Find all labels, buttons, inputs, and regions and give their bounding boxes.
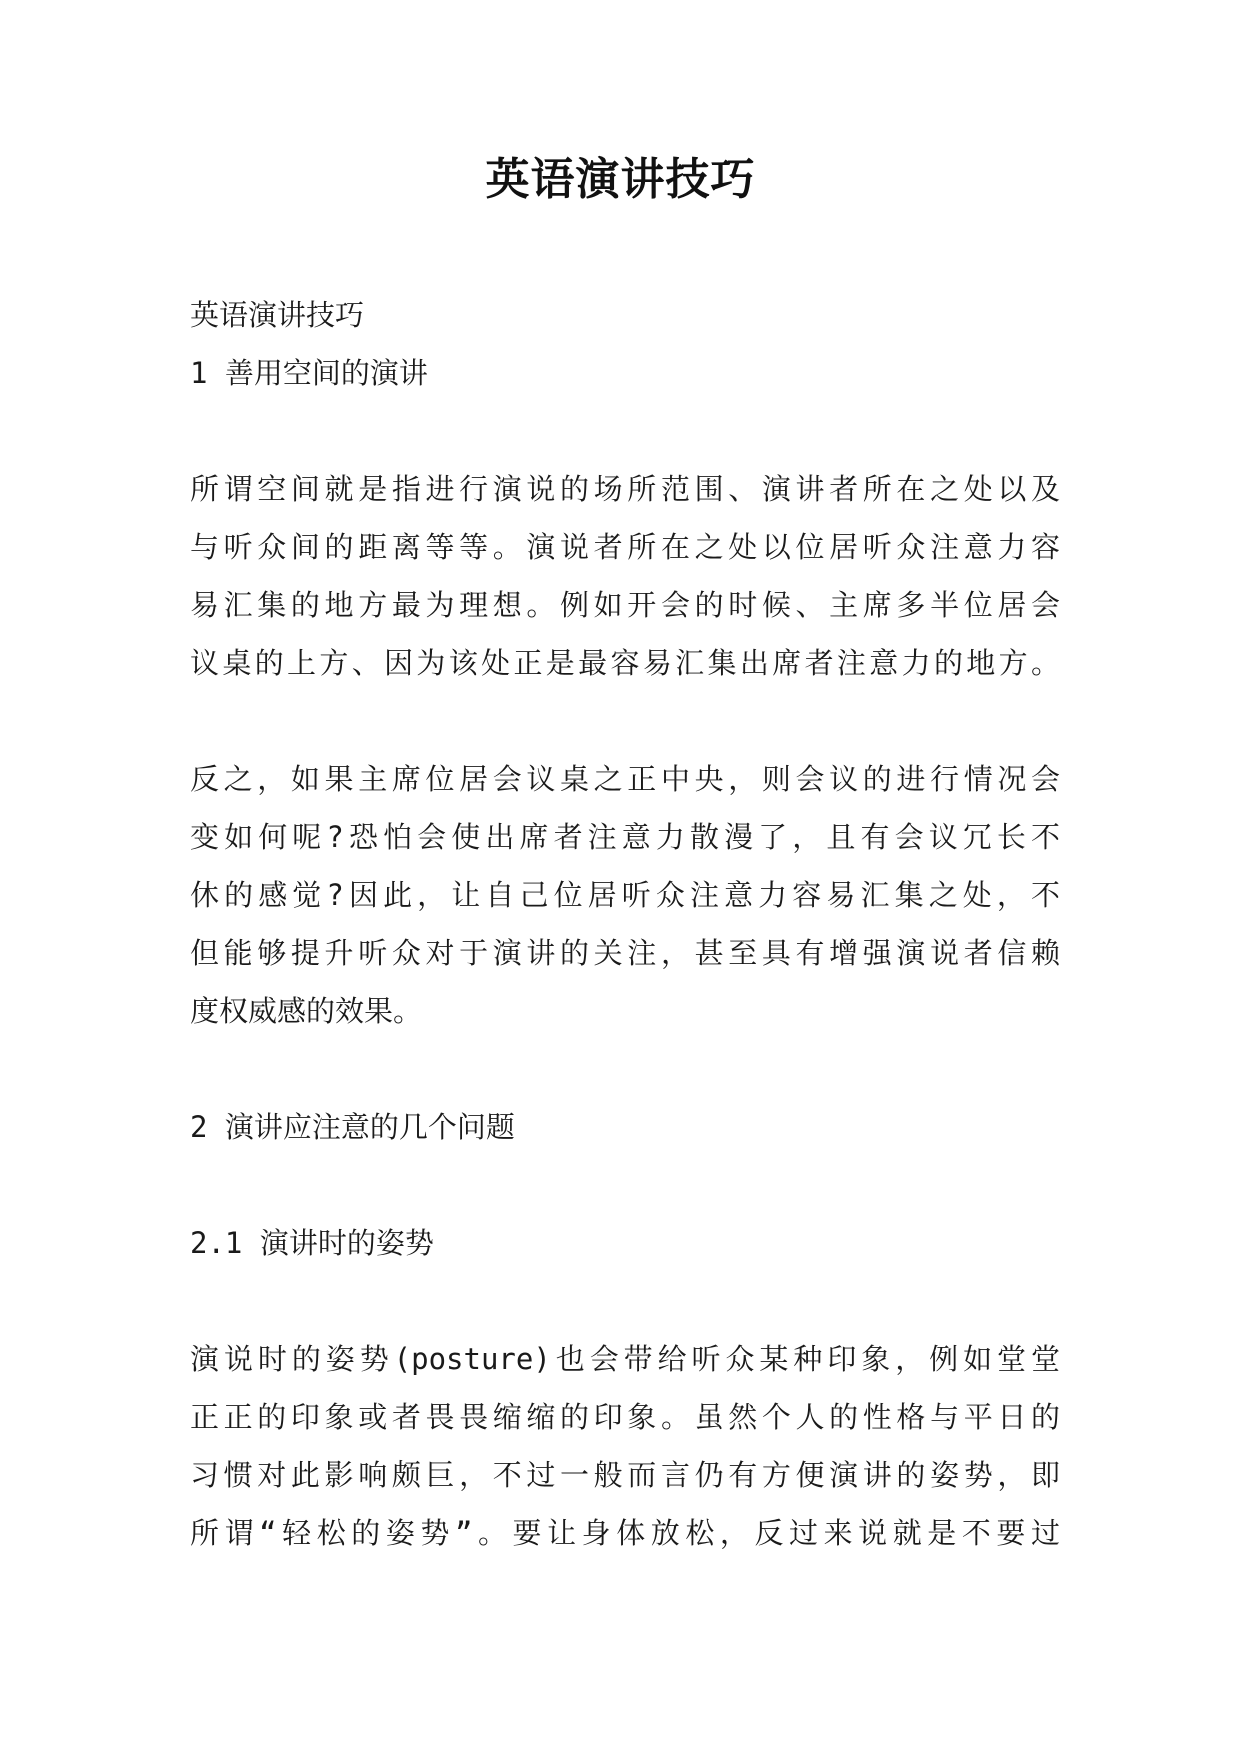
paragraph-line: 习惯对此影响颇巨，不过一般而言仍有方便演讲的姿势，即 <box>190 1458 1060 1492</box>
paragraph-line: 休的感觉?因此，让自己位居听众注意力容易汇集之处，不 <box>190 878 1060 912</box>
section-2-1-paragraph <box>190 1330 1060 1562</box>
paragraph-line: 与听众间的距离等等。演说者所在之处以位居听众注意力容 <box>190 530 1060 564</box>
subtitle: 英语演讲技巧 <box>190 298 365 332</box>
section-2-1-heading: 2.1 演讲时的姿势 <box>190 1226 434 1260</box>
paragraph-line: 所谓空间就是指进行演说的场所范围、演讲者所在之处以及 <box>190 472 1060 506</box>
paragraph-line: 正正的印象或者畏畏缩缩的印象。虽然个人的性格与平日的 <box>190 1400 1060 1434</box>
paragraph-line: 易汇集的地方最为理想。例如开会的时候、主席多半位居会 <box>190 588 1060 622</box>
section-2-heading: 2 演讲应注意的几个问题 <box>190 1110 515 1144</box>
section-1-paragraph-2 <box>190 750 1060 1040</box>
document-body <box>190 286 1060 1562</box>
paragraph-line: 反之，如果主席位居会议桌之正中央，则会议的进行情况会 <box>190 762 1060 796</box>
section-1-heading: 1 善用空间的演讲 <box>190 356 428 390</box>
section-1-paragraph-1 <box>190 460 1060 692</box>
paragraph-line: 演说时的姿势(posture)也会带给听众某种印象，例如堂堂 <box>190 1342 1060 1376</box>
paragraph-line: 所谓“轻松的姿势”。要让身体放松，反过来说就是不要过 <box>190 1516 1060 1550</box>
document-title: 英语演讲技巧 <box>485 154 756 205</box>
paragraph-line: 度权威感的效果。 <box>190 994 423 1028</box>
paragraph-line: 但能够提升听众对于演讲的关注，甚至具有增强演说者信赖 <box>190 936 1060 970</box>
paragraph-line: 变如何呢?恐怕会使出席者注意力散漫了，且有会议冗长不 <box>190 820 1060 854</box>
paragraph-line: 议桌的上方、因为该处正是最容易汇集出席者注意力的地方。 <box>190 646 1060 680</box>
